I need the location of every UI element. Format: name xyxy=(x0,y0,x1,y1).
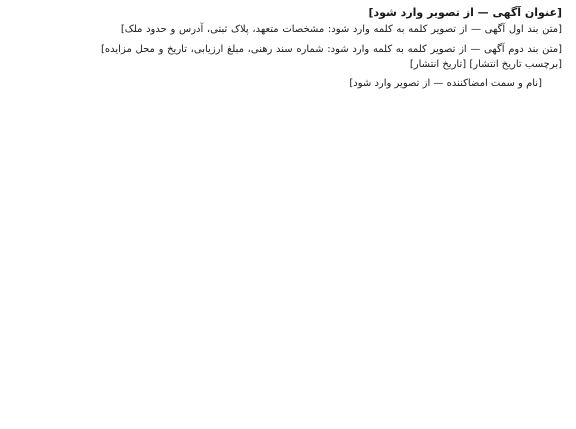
notice-footer xyxy=(14,58,562,91)
notice-paragraph-second: [متن بند دوم آگهی — از تصویر کلمه به کلمه وارد شود: شماره سند رهنی، مبلغ ارزیابی، تاریخ و محل مزایده] xyxy=(101,44,562,56)
signature-line: [نام و سمت امضاکننده — از تصویر وارد شود] xyxy=(349,78,542,90)
notice-title: [عنوان آگهی — از تصویر وارد شود] xyxy=(368,6,562,19)
notice-paragraph-first: [متن بند اول آگهی — از تصویر کلمه به کلمه وارد شود: مشخصات متعهد، پلاک ثبتی، آدرس و حدود ملک] xyxy=(120,24,562,35)
publish-date-label: [برچسب تاریخ انتشار] xyxy=(469,59,562,71)
publish-date-line xyxy=(14,58,562,72)
publish-date: [تاریخ انتشار] xyxy=(409,59,467,71)
